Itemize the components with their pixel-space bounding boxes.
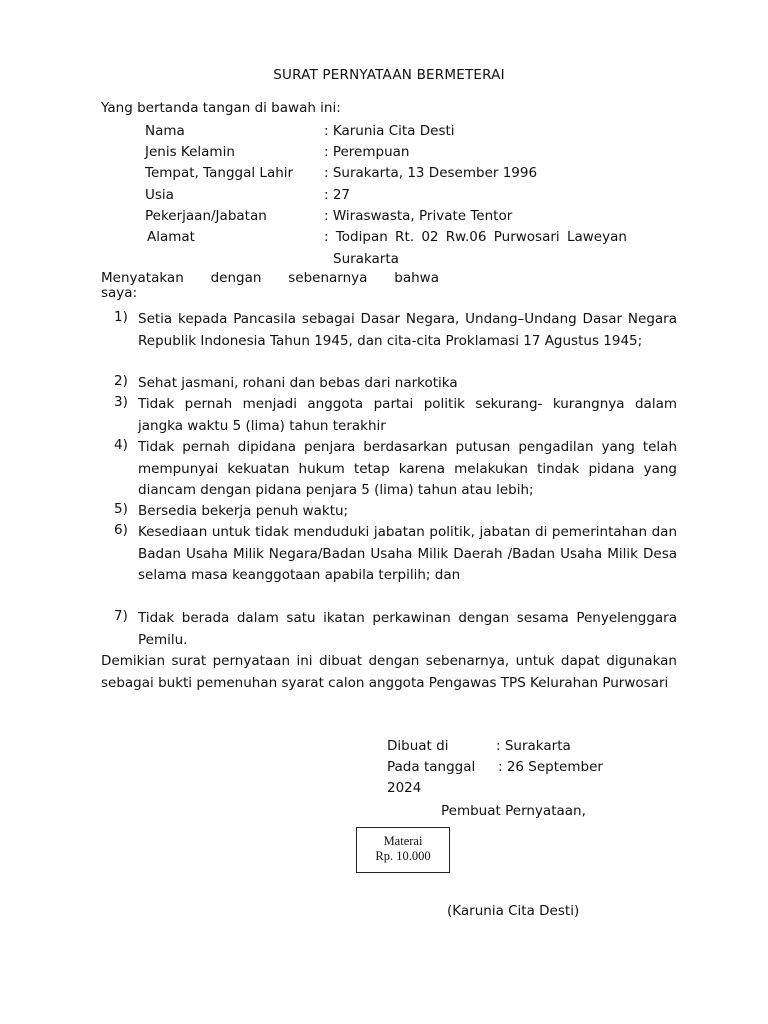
item-number: 5) — [114, 501, 128, 517]
identity-label-job: Pekerjaan/Jabatan — [145, 208, 267, 224]
identity-label-address: Alamat — [147, 229, 195, 245]
list-item: Tidak pernah dipidana penjara berdasarkan putusan pengadilan yang telah mempunyai kekuatan hukum tetap karena melakukan tindak pidana yang diancam dengan pidana penjara 5 (lima) tahun atau lebih; — [138, 439, 677, 498]
stamp-box — [356, 827, 450, 873]
identity-value-job: : Wiraswasta, Private Tentor — [324, 208, 513, 224]
document-title: SURAT PERNYATAAN BERMETERAI — [273, 67, 505, 83]
intro-text: Yang bertanda tangan di bawah ini: — [101, 100, 341, 116]
list-item: Bersedia bekerja penuh waktu; — [138, 503, 349, 519]
date-value: : 26 September — [498, 759, 603, 775]
signer-role: Pembuat Pernyataan, — [441, 803, 586, 819]
place-value: : Surakarta — [496, 738, 571, 754]
stamp-line1: Materai — [383, 834, 423, 848]
place-label: Dibuat di — [387, 738, 449, 754]
list-item: Tidak pernah menjadi anggota partai politik sekurang- kurangnya dalam jangka waktu 5 (lima) tahun terakhir — [138, 396, 677, 434]
declaration-intro-line1: Menyatakan dengan sebenarnya bahwa — [101, 270, 439, 286]
signer-name: (Karunia Cita Desti) — [447, 903, 580, 919]
declaration-intro — [101, 271, 439, 301]
item-number: 7) — [114, 608, 128, 624]
identity-label-age: Usia — [145, 187, 174, 203]
list-item: Sehat jasmani, rohani dan bebas dari narkotika — [138, 375, 458, 391]
closing-paragraph: Demikian surat pernyataan ini dibuat dengan sebenarnya, untuk dapat digunakan sebagai bukti pemenuhan syarat calon anggota Pengawas TPS Kelurahan Purwosari — [101, 653, 677, 691]
list-item: Setia kepada Pancasila sebagai Dasar Negara, Undang–Undang Dasar Negara Republik Indonesia Tahun 1945, dan cita-cita Proklamasi 17 Agustus 1945; — [138, 311, 677, 349]
identity-value-address-cont: Surakarta — [333, 251, 399, 267]
item-number: 3) — [114, 394, 128, 410]
identity-value-birth: : Surakarta, 13 Desember 1996 — [324, 165, 538, 181]
list-item: Kesediaan untuk tidak menduduki jabatan politik, jabatan di pemerintahan dan Badan Usaha Milik Negara/Badan Usaha Milik Daerah /Badan Usaha Milik Desa selama masa keanggotaan apabila terpilih; dan — [138, 524, 677, 583]
identity-value-age: : 27 — [324, 187, 351, 203]
date-year: 2024 — [387, 780, 422, 796]
declaration-intro-line2: saya: — [101, 285, 138, 301]
list-item: Tidak berada dalam satu ikatan perkawinan dengan sesama Penyelenggara Pemilu. — [138, 610, 677, 648]
date-label: Pada tanggal — [387, 759, 476, 775]
item-number: 6) — [114, 522, 128, 538]
identity-value-nama: : Karunia Cita Desti — [324, 123, 455, 139]
identity-label-birth: Tempat, Tanggal Lahir — [145, 165, 294, 181]
stamp-line2: Rp. 10.000 — [375, 849, 431, 863]
item-number: 1) — [114, 309, 128, 325]
item-number: 2) — [114, 373, 128, 389]
identity-value-address: : Todipan Rt. 02 Rw.06 Purwosari Laweyan — [324, 229, 627, 245]
identity-label-gender: Jenis Kelamin — [145, 144, 235, 160]
identity-label-nama: Nama — [145, 123, 185, 139]
item-number: 4) — [114, 437, 128, 453]
identity-value-gender: : Perempuan — [324, 144, 410, 160]
